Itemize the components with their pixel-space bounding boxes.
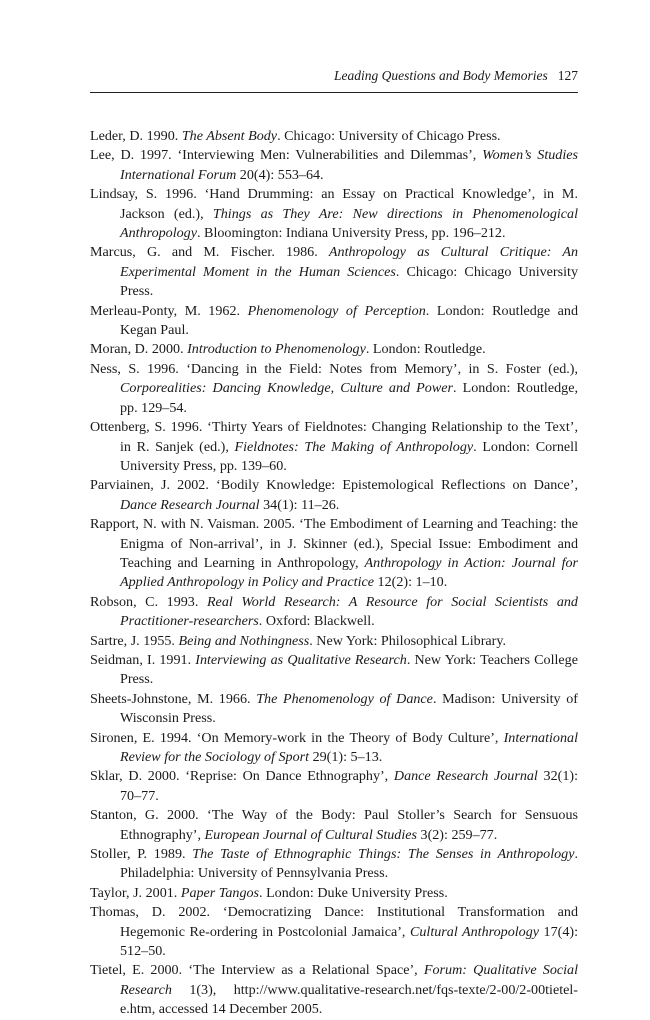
reference-text: Tietel, E. 2000. ‘The Interview as a Relational Space’, (90, 962, 424, 979)
reference-text: 1(3), http://www.qualitative-research.net/fqs-texte/2-00/2-00tietel-e.htm, accessed 14 December 2005. (120, 981, 578, 1018)
reference-text: Sheets-Johnstone, M. 1966. (90, 690, 257, 707)
reference-text: . Philadelphia: University of Pennsylvania Press. (120, 846, 579, 882)
reference-text: . Oxford: Blackwell. (258, 613, 375, 630)
running-title: Leading Questions and Body Memories (334, 68, 548, 83)
reference-text: 12(2): 1–10. (374, 574, 448, 591)
reference-entry (90, 845, 578, 884)
reference-title: Anthropology as Cultural Critique: An Experimental Moment in the Human Sciences (120, 244, 579, 280)
reference-entry (90, 903, 578, 961)
reference-text: Stoller, P. 1989. (90, 846, 193, 863)
reference-text: Lindsay, S. 1996. ‘Hand Drumming: an Essay on Practical Knowledge’, in M. Jackson (ed.), (90, 186, 578, 222)
reference-title: Women’s Studies International Forum (120, 147, 578, 183)
reference-text: Rapport, N. with N. Vaisman. 2005. ‘The Embodiment of Learning and Teaching: the Enigma of Non-arrival’, in J. Skinner (ed.), Special Issue: Embodiment and Teaching and Learning in Anthropology, (90, 516, 578, 571)
reference-text: Moran, D. 2000. (90, 341, 188, 358)
reference-text: Stanton, G. 2000. ‘The Way of the Body: Paul Stoller’s Search for Sensuous Ethnography’, (90, 807, 578, 843)
reference-text: Thomas, D. 2002. ‘Democratizing Dance: Institutional Transformation and Hegemonic Re-ordering in Postcolonial Jamaica’, (90, 904, 578, 940)
reference-title: Corporealities: Dancing Knowledge, Culture and Power (120, 380, 453, 397)
reference-text: Robson, C. 1993. (90, 593, 207, 610)
reference-entry (90, 476, 578, 515)
reference-text: Parviainen, J. 2002. ‘Bodily Knowledge: Epistemological Reflections on Dance’, (90, 477, 578, 494)
reference-text: Marcus, G. and M. Fischer. 1986. (90, 244, 329, 261)
reference-entry (90, 515, 578, 593)
reference-text: . Madison: University of Wisconsin Press. (120, 690, 578, 727)
reference-list (90, 127, 578, 1020)
reference-entry (90, 593, 578, 632)
reference-text: 20(4): 553–64. (236, 166, 324, 183)
reference-text: . London: Duke University Press. (259, 884, 448, 901)
reference-text: 17(4): 512–50. (120, 923, 578, 960)
reference-text: . New York: Teachers College Press. (120, 651, 578, 688)
reference-entry (90, 884, 578, 903)
reference-entry (90, 146, 578, 185)
reference-title: Real World Research: A Resource for Social Scientists and Practitioner-researchers (120, 593, 578, 630)
reference-text: Ottenberg, S. 1996. ‘Thirty Years of Fieldnotes: Changing Relationship to the Text’, in R. Sanjek (ed.), (90, 419, 578, 455)
reference-title: Fieldnotes: The Making of Anthropology (234, 438, 474, 455)
reference-entry (90, 651, 578, 690)
reference-text: Sartre, J. 1955. (90, 632, 179, 649)
reference-entry (90, 127, 578, 146)
running-header (90, 68, 578, 84)
reference-text: Ness, S. 1996. ‘Dancing in the Field: Notes from Memory’, in S. Foster (ed.), (90, 360, 578, 377)
reference-title: The Phenomenology of Dance (256, 690, 433, 707)
reference-text: 3(2): 259–77. (417, 826, 498, 843)
reference-entry (90, 729, 578, 768)
reference-text: Lee, D. 1997. ‘Interviewing Men: Vulnerabilities and Dilemmas’, (90, 147, 483, 164)
reference-title: Forum: Qualitative Social Research (120, 962, 578, 998)
reference-text: Taylor, J. 2001. (90, 884, 181, 901)
reference-title: International Review for the Sociology of Sport (120, 729, 578, 765)
reference-text: . Chicago: University of Chicago Press. (277, 128, 501, 144)
reference-entry (90, 185, 578, 243)
reference-title: Dance Research Journal (393, 768, 538, 785)
reference-text: . New York: Philosophical Library. (309, 632, 507, 649)
reference-text: 32(1): 70–77. (120, 768, 579, 804)
reference-title: Phenomenology of Perception (247, 302, 426, 319)
reference-title: Paper Tangos (180, 884, 260, 901)
reference-title: Being and Nothingness (178, 632, 310, 649)
reference-title: Anthropology in Action: Journal for Applied Anthropology in Policy and Practice (120, 554, 579, 591)
header-rule (90, 92, 578, 93)
reference-text: . Bloomington: Indiana University Press, pp. 196–212. (197, 225, 506, 242)
reference-text: Sklar, D. 2000. ‘Reprise: On Dance Ethnography’, (90, 768, 394, 785)
reference-text: . London: Routledge. (365, 341, 486, 358)
reference-text: 34(1): 11–26. (259, 496, 340, 513)
reference-text: Leder, D. 1990. (90, 128, 182, 144)
reference-text: Merleau-Ponty, M. 1962. (90, 302, 248, 319)
reference-title: European Journal of Cultural Studies (204, 826, 417, 843)
reference-text: . London: Routledge, pp. 129–54. (120, 380, 578, 416)
reference-entry (90, 418, 578, 476)
reference-title: Dance Research Journal (120, 496, 260, 513)
reference-text: Seidman, I. 1991. (90, 651, 196, 668)
page-number: 127 (557, 68, 578, 83)
reference-title: Things as They Are: New directions in Phenomenological Anthropology (120, 205, 578, 242)
reference-title: Interviewing as Qualitative Research (195, 651, 407, 668)
reference-entry (90, 340, 578, 359)
reference-title: Introduction to Phenomenology (187, 341, 366, 358)
reference-entry (90, 690, 578, 729)
reference-text: . Chicago: Chicago University Press. (120, 263, 578, 300)
reference-entry (90, 243, 578, 301)
reference-title: Cultural Anthropology (409, 923, 540, 940)
reference-text: Sironen, E. 1994. ‘On Memory-work in the Theory of Body Culture’, (90, 729, 504, 746)
reference-entry (90, 360, 578, 418)
reference-entry (90, 961, 578, 1019)
reference-entry (90, 806, 578, 845)
reference-title: The Taste of Ethnographic Things: The Senses in Anthropology (192, 846, 575, 863)
reference-entry (90, 302, 578, 341)
reference-entry (90, 632, 578, 651)
reference-text: . London: Routledge and Kegan Paul. (120, 302, 578, 339)
reference-title: The Absent Body (181, 128, 278, 144)
reference-text: 29(1): 5–13. (309, 749, 383, 765)
reference-text: . London: Cornell University Press, pp. 139–60. (120, 438, 578, 474)
reference-entry (90, 767, 578, 806)
